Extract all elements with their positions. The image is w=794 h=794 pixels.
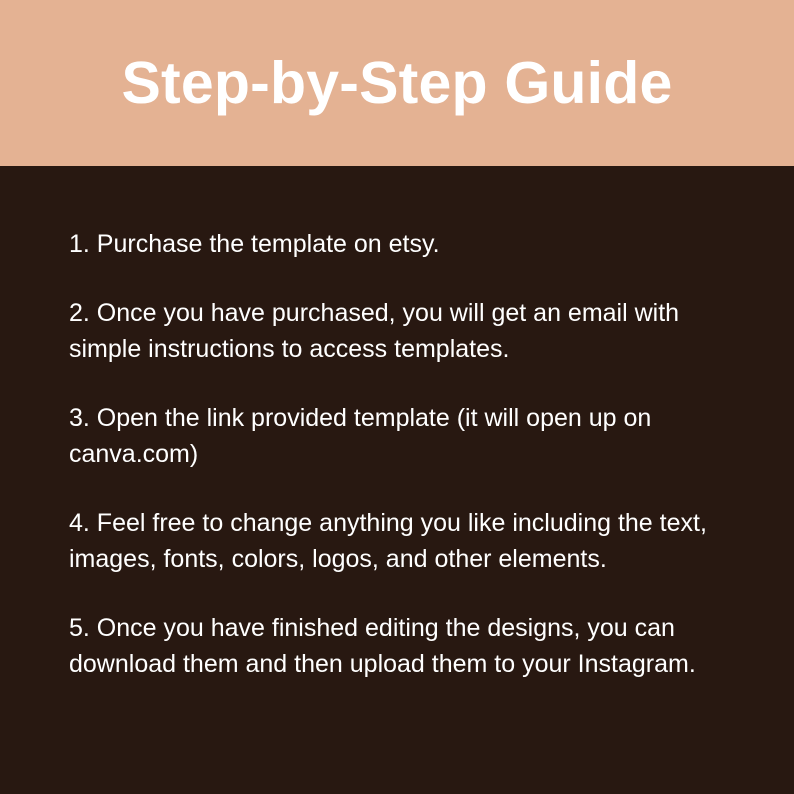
step-1: 1. Purchase the template on etsy. <box>69 230 440 258</box>
page-title: Step-by-Step Guide <box>121 49 673 116</box>
steps-list <box>69 226 749 682</box>
step-3: 3. Open the link provided template (it will open up on canva.com) <box>69 404 652 468</box>
header-banner <box>0 0 794 166</box>
step-2: 2. Once you have purchased, you will get an email with simple instructions to access templates. <box>69 299 680 363</box>
step-5: 5. Once you have finished editing the designs, you can download them and then upload them to your Instagram. <box>69 614 696 678</box>
step-4: 4. Feel free to change anything you like including the text, images, fonts, colors, logos, and other elements. <box>69 509 707 573</box>
